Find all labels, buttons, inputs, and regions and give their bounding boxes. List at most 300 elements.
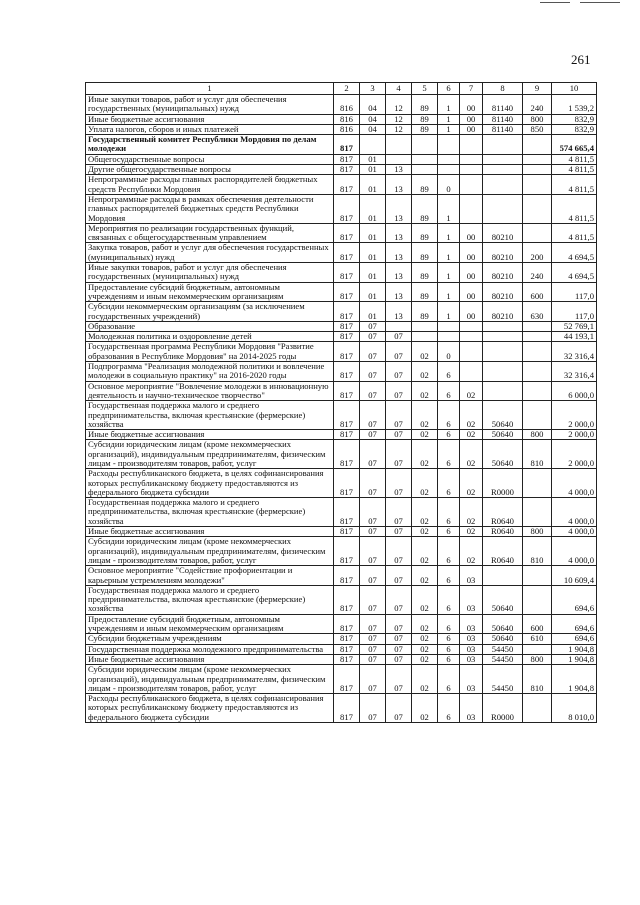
- table-row: [86, 243, 597, 263]
- item-name: Непрограммные расходы главных распорядителей бюджетных средств Республики Мордовия: [86, 175, 334, 195]
- amount: 6 000,0: [552, 381, 597, 401]
- subsection-code: 13: [386, 263, 412, 283]
- subsection-code: 07: [386, 430, 412, 440]
- activity-code: [460, 321, 483, 331]
- program-code: 89: [412, 114, 438, 124]
- activity-code: 03: [460, 644, 483, 654]
- amount: 1 904,8: [552, 665, 597, 694]
- expense-code: R0640: [483, 527, 523, 537]
- type-code: 600: [523, 614, 552, 634]
- section-code: 07: [360, 321, 386, 331]
- table-row: [86, 401, 597, 430]
- type-code: [523, 401, 552, 430]
- program-code: 02: [412, 527, 438, 537]
- subsection-code: 07: [386, 440, 412, 469]
- section-code: 07: [360, 665, 386, 694]
- expense-code: 50640: [483, 634, 523, 644]
- type-code: [523, 362, 552, 382]
- activity-code: 03: [460, 585, 483, 614]
- ministry-code: 817: [334, 694, 360, 723]
- amount: 574 665,4: [552, 135, 597, 155]
- subsection-code: 07: [386, 665, 412, 694]
- activity-code: 00: [460, 302, 483, 322]
- item-name: Государственная поддержка молодежного предпринимательства: [86, 644, 334, 654]
- table-row: [86, 124, 597, 134]
- program-code: 89: [412, 282, 438, 302]
- item-name: Государственный комитет Республики Мордовия по делам молодежи: [86, 135, 334, 155]
- table-row: [86, 527, 597, 537]
- activity-code: 00: [460, 114, 483, 124]
- section-code: 01: [360, 302, 386, 322]
- expense-code: 50640: [483, 614, 523, 634]
- ministry-code: 817: [334, 194, 360, 223]
- column-header: 6: [438, 83, 460, 95]
- program-code: [412, 165, 438, 175]
- section-code: 07: [360, 585, 386, 614]
- ministry-code: 817: [334, 342, 360, 362]
- table-row: [86, 614, 597, 634]
- subprogram-code: 0: [438, 342, 460, 362]
- type-code: 600: [523, 282, 552, 302]
- program-code: 02: [412, 694, 438, 723]
- ministry-code: 817: [334, 381, 360, 401]
- budget-table: [85, 82, 597, 723]
- item-name: Государственная поддержка малого и среднего предпринимательства, включая крестьянские (фермерские) хозяйства: [86, 401, 334, 430]
- type-code: 200: [523, 243, 552, 263]
- expense-code: 80210: [483, 223, 523, 243]
- section-code: [360, 135, 386, 155]
- subsection-code: 07: [386, 527, 412, 537]
- expense-code: 50640: [483, 430, 523, 440]
- program-code: 02: [412, 401, 438, 430]
- amount: 2 000,0: [552, 440, 597, 469]
- activity-code: 02: [460, 381, 483, 401]
- item-name: Иные закупки товаров, работ и услуг для обеспечения государственных (муниципальных) нужд: [86, 95, 334, 115]
- column-header: 2: [334, 83, 360, 95]
- ministry-code: 817: [334, 282, 360, 302]
- amount: 4 694,5: [552, 263, 597, 283]
- item-name: Закупка товаров, работ и услуг для обеспечения государственных (муниципальных) нужд: [86, 243, 334, 263]
- subprogram-code: 6: [438, 498, 460, 527]
- subsection-code: 07: [386, 694, 412, 723]
- activity-code: 00: [460, 223, 483, 243]
- item-name: Предоставление субсидий бюджетным, автономным учреждениям и иным некоммерческим организациям: [86, 614, 334, 634]
- subsection-code: 07: [386, 585, 412, 614]
- program-code: [412, 154, 438, 164]
- subprogram-code: [438, 154, 460, 164]
- section-code: 07: [360, 644, 386, 654]
- subprogram-code: 1: [438, 302, 460, 322]
- table-row: [86, 95, 597, 115]
- activity-code: [460, 154, 483, 164]
- type-code: [523, 566, 552, 586]
- section-code: 07: [360, 440, 386, 469]
- subprogram-code: 1: [438, 223, 460, 243]
- section-code: 04: [360, 114, 386, 124]
- amount: 4 000,0: [552, 498, 597, 527]
- program-code: 89: [412, 95, 438, 115]
- table-row: [86, 381, 597, 401]
- amount: 44 193,1: [552, 332, 597, 342]
- subprogram-code: 6: [438, 566, 460, 586]
- section-code: 07: [360, 527, 386, 537]
- item-name: Государственная поддержка малого и среднего предпринимательства, включая крестьянские (фермерские) хозяйства: [86, 585, 334, 614]
- subprogram-code: 6: [438, 527, 460, 537]
- subprogram-code: 1: [438, 194, 460, 223]
- table-row: [86, 321, 597, 331]
- type-code: [523, 585, 552, 614]
- table-row: [86, 175, 597, 195]
- table-row: [86, 498, 597, 527]
- item-name: Государственная программа Республики Мордовия "Развитие образования в Республике Мордовия" на 2014-2025 годы: [86, 342, 334, 362]
- activity-code: 03: [460, 566, 483, 586]
- subprogram-code: 6: [438, 362, 460, 382]
- type-code: [523, 154, 552, 164]
- activity-code: [460, 332, 483, 342]
- table-row: [86, 537, 597, 566]
- type-code: 800: [523, 654, 552, 664]
- subsection-code: 12: [386, 95, 412, 115]
- section-code: 01: [360, 165, 386, 175]
- table-row: [86, 634, 597, 644]
- program-code: 02: [412, 440, 438, 469]
- section-code: 07: [360, 537, 386, 566]
- section-code: 07: [360, 401, 386, 430]
- table-row: [86, 135, 597, 155]
- expense-code: 81140: [483, 114, 523, 124]
- table-row: [86, 654, 597, 664]
- type-code: [523, 381, 552, 401]
- type-code: 240: [523, 263, 552, 283]
- ministry-code: 817: [334, 440, 360, 469]
- type-code: [523, 135, 552, 155]
- table-row: [86, 302, 597, 322]
- subprogram-code: 1: [438, 124, 460, 134]
- expense-code: R0000: [483, 469, 523, 498]
- activity-code: 00: [460, 263, 483, 283]
- item-name: Подпрограмма "Реализация молодежной политики и вовлечение молодежи в социальную практику" на 2016-2020 годы: [86, 362, 334, 382]
- program-code: [412, 332, 438, 342]
- item-name: Субсидии юридическим лицам (кроме некоммерческих организаций), индивидуальным предпринимателям, физическим лицам - производителям товаров, работ, услуг: [86, 537, 334, 566]
- activity-code: 03: [460, 634, 483, 644]
- activity-code: 03: [460, 665, 483, 694]
- type-code: [523, 498, 552, 527]
- section-code: 07: [360, 342, 386, 362]
- amount: 4 000,0: [552, 527, 597, 537]
- item-name: Государственная поддержка малого и среднего предпринимательства, включая крестьянские (фермерские) хозяйства: [86, 498, 334, 527]
- subprogram-code: [438, 321, 460, 331]
- program-code: 02: [412, 665, 438, 694]
- subprogram-code: 1: [438, 243, 460, 263]
- program-code: 89: [412, 243, 438, 263]
- column-header: 7: [460, 83, 483, 95]
- activity-code: 02: [460, 440, 483, 469]
- item-name: Расходы республиканского бюджета, в целях софинансирования которых республиканскому бюджету предоставляются из федерального бюджета субсидии: [86, 469, 334, 498]
- section-code: 01: [360, 263, 386, 283]
- amount: 4 811,5: [552, 154, 597, 164]
- type-code: [523, 469, 552, 498]
- activity-code: 02: [460, 537, 483, 566]
- type-code: 810: [523, 440, 552, 469]
- section-code: 01: [360, 243, 386, 263]
- section-code: 07: [360, 362, 386, 382]
- subsection-code: 07: [386, 498, 412, 527]
- activity-code: 02: [460, 430, 483, 440]
- program-code: 02: [412, 381, 438, 401]
- section-code: 07: [360, 430, 386, 440]
- expense-code: 50640: [483, 585, 523, 614]
- item-name: Субсидии бюджетным учреждениям: [86, 634, 334, 644]
- amount: 832,9: [552, 114, 597, 124]
- expense-code: [483, 332, 523, 342]
- item-name: Общегосударственные вопросы: [86, 154, 334, 164]
- expense-code: [483, 321, 523, 331]
- amount: 694,6: [552, 634, 597, 644]
- ministry-code: 817: [334, 469, 360, 498]
- item-name: Субсидии юридическим лицам (кроме некоммерческих организаций), индивидуальным предпринимателям, физическим лицам - производителям товаров, работ, услуг: [86, 440, 334, 469]
- program-code: 02: [412, 654, 438, 664]
- activity-code: 00: [460, 282, 483, 302]
- expense-code: 50640: [483, 440, 523, 469]
- subprogram-code: 6: [438, 401, 460, 430]
- subprogram-code: 6: [438, 585, 460, 614]
- expense-code: 81140: [483, 124, 523, 134]
- ministry-code: 817: [334, 585, 360, 614]
- activity-code: [460, 135, 483, 155]
- expense-code: [483, 175, 523, 195]
- item-name: Расходы республиканского бюджета, в целях софинансирования которых республиканскому бюджету предоставляются из федерального бюджета субсидии: [86, 694, 334, 723]
- ministry-code: 817: [334, 332, 360, 342]
- section-code: 01: [360, 282, 386, 302]
- expense-code: [483, 135, 523, 155]
- amount: 694,6: [552, 585, 597, 614]
- activity-code: [460, 165, 483, 175]
- amount: 2 000,0: [552, 430, 597, 440]
- scan-mark: [580, 2, 620, 3]
- item-name: Субсидии некоммерческим организациям (за исключением государственных учреждений): [86, 302, 334, 322]
- program-code: 02: [412, 634, 438, 644]
- activity-code: 03: [460, 614, 483, 634]
- subsection-code: 07: [386, 401, 412, 430]
- expense-code: [483, 154, 523, 164]
- subsection-code: 13: [386, 243, 412, 263]
- type-code: 810: [523, 665, 552, 694]
- column-header: 9: [523, 83, 552, 95]
- expense-code: 80210: [483, 282, 523, 302]
- subsection-code: 07: [386, 566, 412, 586]
- program-code: 02: [412, 614, 438, 634]
- expense-code: [483, 566, 523, 586]
- expense-code: 54450: [483, 654, 523, 664]
- type-code: [523, 223, 552, 243]
- subsection-code: 13: [386, 223, 412, 243]
- item-name: Иные бюджетные ассигнования: [86, 527, 334, 537]
- program-code: 02: [412, 342, 438, 362]
- table-row: [86, 194, 597, 223]
- subsection-code: 13: [386, 282, 412, 302]
- subsection-code: 13: [386, 165, 412, 175]
- item-name: Непрограммные расходы в рамках обеспечения деятельности главных распорядителей бюджетных средств Республики Мордовия: [86, 194, 334, 223]
- table-body: [86, 95, 597, 723]
- ministry-code: 817: [334, 634, 360, 644]
- amount: 2 000,0: [552, 401, 597, 430]
- subprogram-code: 1: [438, 95, 460, 115]
- item-name: Иные бюджетные ассигнования: [86, 430, 334, 440]
- subsection-code: 07: [386, 537, 412, 566]
- subsection-code: 07: [386, 654, 412, 664]
- activity-code: [460, 175, 483, 195]
- ministry-code: 817: [334, 430, 360, 440]
- table-row: [86, 342, 597, 362]
- item-name: Уплата налогов, сборов и иных платежей: [86, 124, 334, 134]
- column-header: 8: [483, 83, 523, 95]
- program-code: 89: [412, 302, 438, 322]
- subprogram-code: [438, 165, 460, 175]
- ministry-code: 817: [334, 243, 360, 263]
- program-code: 89: [412, 263, 438, 283]
- activity-code: 02: [460, 498, 483, 527]
- section-code: 07: [360, 381, 386, 401]
- expense-code: 50640: [483, 401, 523, 430]
- type-code: 810: [523, 537, 552, 566]
- subprogram-code: 6: [438, 665, 460, 694]
- subprogram-code: 6: [438, 440, 460, 469]
- expense-code: [483, 381, 523, 401]
- type-code: 630: [523, 302, 552, 322]
- table-row: [86, 282, 597, 302]
- subsection-code: 07: [386, 332, 412, 342]
- program-code: 02: [412, 430, 438, 440]
- subsection-code: 13: [386, 194, 412, 223]
- amount: 10 609,4: [552, 566, 597, 586]
- ministry-code: 816: [334, 124, 360, 134]
- table-row: [86, 362, 597, 382]
- column-header: 10: [552, 83, 597, 95]
- program-code: 02: [412, 644, 438, 654]
- amount: 694,6: [552, 614, 597, 634]
- item-name: Субсидии юридическим лицам (кроме некоммерческих организаций), индивидуальным предпринимателям, физическим лицам - производителям товаров, работ, услуг: [86, 665, 334, 694]
- ministry-code: 816: [334, 114, 360, 124]
- type-code: 800: [523, 114, 552, 124]
- column-header: 4: [386, 83, 412, 95]
- type-code: [523, 165, 552, 175]
- table-row: [86, 114, 597, 124]
- ministry-code: 817: [334, 154, 360, 164]
- activity-code: 02: [460, 527, 483, 537]
- item-name: Другие общегосударственные вопросы: [86, 165, 334, 175]
- program-code: [412, 135, 438, 155]
- section-code: 01: [360, 223, 386, 243]
- subsection-code: 07: [386, 614, 412, 634]
- ministry-code: 817: [334, 263, 360, 283]
- subprogram-code: 6: [438, 614, 460, 634]
- activity-code: [460, 342, 483, 362]
- table-row: [86, 332, 597, 342]
- expense-code: R0640: [483, 537, 523, 566]
- section-code: 01: [360, 175, 386, 195]
- type-code: [523, 194, 552, 223]
- activity-code: 00: [460, 243, 483, 263]
- expense-code: 80210: [483, 243, 523, 263]
- item-name: Молодежная политика и оздоровление детей: [86, 332, 334, 342]
- ministry-code: 817: [334, 566, 360, 586]
- program-code: 02: [412, 566, 438, 586]
- table-row: [86, 585, 597, 614]
- column-header: 5: [412, 83, 438, 95]
- ministry-code: 817: [334, 223, 360, 243]
- subprogram-code: 1: [438, 263, 460, 283]
- subprogram-code: [438, 332, 460, 342]
- subprogram-code: 6: [438, 537, 460, 566]
- column-header: 3: [360, 83, 386, 95]
- type-code: 240: [523, 95, 552, 115]
- amount: 117,0: [552, 302, 597, 322]
- table-row: [86, 644, 597, 654]
- subsection-code: 07: [386, 644, 412, 654]
- section-code: 07: [360, 566, 386, 586]
- subprogram-code: 6: [438, 644, 460, 654]
- ministry-code: 817: [334, 498, 360, 527]
- amount: 1 539,2: [552, 95, 597, 115]
- expense-code: 80210: [483, 302, 523, 322]
- ministry-code: 817: [334, 614, 360, 634]
- amount: 4 811,5: [552, 223, 597, 243]
- amount: 1 904,8: [552, 644, 597, 654]
- section-code: 07: [360, 332, 386, 342]
- table-row: [86, 223, 597, 243]
- program-code: 89: [412, 194, 438, 223]
- expense-code: 80210: [483, 263, 523, 283]
- program-code: 02: [412, 537, 438, 566]
- table-row: [86, 154, 597, 164]
- section-code: 04: [360, 124, 386, 134]
- subsection-code: 13: [386, 175, 412, 195]
- amount: 32 316,4: [552, 342, 597, 362]
- ministry-code: 817: [334, 644, 360, 654]
- table-row: [86, 566, 597, 586]
- program-code: 02: [412, 498, 438, 527]
- subsection-code: 07: [386, 634, 412, 644]
- expense-code: 81140: [483, 95, 523, 115]
- subprogram-code: 6: [438, 634, 460, 644]
- amount: 1 904,8: [552, 654, 597, 664]
- table-row: [86, 665, 597, 694]
- subsection-code: 07: [386, 342, 412, 362]
- ministry-code: 817: [334, 537, 360, 566]
- expense-code: [483, 342, 523, 362]
- subsection-code: [386, 154, 412, 164]
- ministry-code: 817: [334, 527, 360, 537]
- activity-code: [460, 362, 483, 382]
- section-code: 07: [360, 469, 386, 498]
- amount: 8 010,0: [552, 694, 597, 723]
- type-code: [523, 332, 552, 342]
- amount: 4 000,0: [552, 537, 597, 566]
- expense-code: R0000: [483, 694, 523, 723]
- expense-code: 54450: [483, 644, 523, 654]
- type-code: 850: [523, 124, 552, 134]
- item-name: Основное мероприятие "Вовлечение молодежи в инновационную деятельность и научно-техническое творчество": [86, 381, 334, 401]
- subprogram-code: 6: [438, 654, 460, 664]
- subsection-code: 13: [386, 302, 412, 322]
- scan-mark: [540, 2, 570, 3]
- subprogram-code: [438, 135, 460, 155]
- expense-code: 54450: [483, 665, 523, 694]
- subsection-code: 12: [386, 114, 412, 124]
- subprogram-code: 6: [438, 694, 460, 723]
- column-header: 1: [86, 83, 334, 95]
- subprogram-code: 1: [438, 114, 460, 124]
